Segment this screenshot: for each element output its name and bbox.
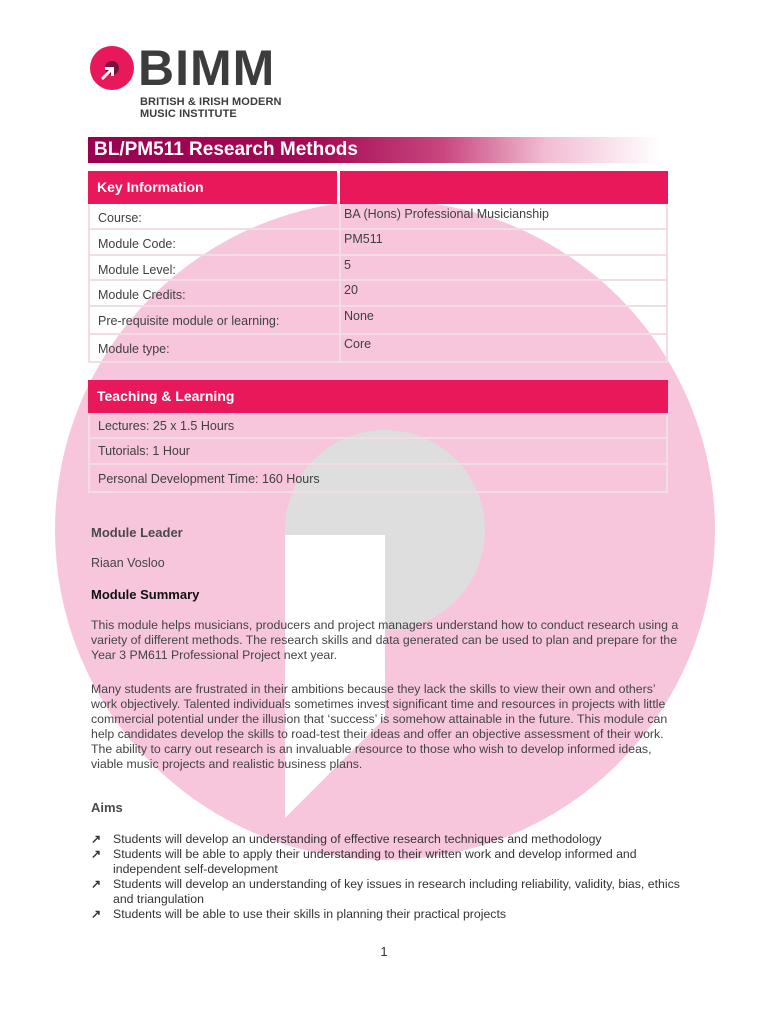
list-item [91,847,681,877]
row-value: None [344,309,374,323]
teaching-learning-heading: Teaching & Learning [88,380,668,413]
table-row: Tutorials: 1 Hour [88,439,668,465]
list-item [91,832,681,847]
module-leader-name: Riaan Vosloo [91,556,165,570]
bimm-logo-mark-icon [88,44,136,92]
aims-list [91,832,681,922]
aim-text: Students will develop an understanding of effective research techniques and methodology [113,832,602,846]
row-label: Course: [90,204,341,228]
arrow-up-right-icon: ↗ [91,832,102,846]
row-label: Pre-requisite module or learning: [90,307,341,333]
key-information-header [88,171,668,204]
row-label: Module Credits: [90,281,341,305]
module-summary-paragraph-1: This module helps musicians, producers and project managers understand how to conduct research using a variety of different methods. The research skills and data generated can be used to plan and prepare for the Year 3 PM611 Professional Project next year. [91,618,679,662]
module-summary-heading: Module Summary [91,587,200,602]
table-row [88,335,668,363]
arrow-up-right-icon: ↗ [91,847,102,861]
key-information-heading: Key Information [88,171,337,204]
teaching-learning-table [88,380,668,493]
arrow-up-right-icon: ↗ [91,877,102,891]
row-value: BA (Hons) Professional Musicianship [344,207,549,221]
logo-subtitle-line-1: BRITISH & IRISH MODERN [140,96,282,108]
teaching-learning-header [88,380,668,413]
aim-text: Students will develop an understanding of key issues in research including reliability, validity, bias, ethics and triangulation [113,877,680,906]
logo-wordmark: BIMM [138,40,276,96]
row-label: Module Code: [90,230,341,254]
page-title: BL/PM511 Research Methods [94,139,358,160]
aim-text: Students will be able to apply their understanding to their written work and develop informed and independent self-development [113,847,637,876]
row-label: Module type: [90,335,341,361]
row-value: Core [344,337,372,351]
page-number: 1 [380,944,388,959]
logo-subtitle-line-2: MUSIC INSTITUTE [140,108,237,120]
aims-heading: Aims [91,800,123,815]
list-item [91,877,681,907]
arrow-up-right-icon: ↗ [91,907,102,921]
title-banner [88,137,660,163]
table-row [88,230,668,256]
table-row [88,281,668,307]
row-value: PM511 [344,232,383,246]
table-row [88,204,668,230]
list-item [91,907,681,922]
module-leader-heading: Module Leader [91,525,183,540]
table-row [88,256,668,281]
logo-subtitle [140,96,282,120]
module-summary-paragraph-2: Many students are frustrated in their ambitions because they lack the skills to view their own and others’ work objectively. Talented individuals sometimes invest significant time and resources in projects with little commercial potential under the illusion that ‘success’ is somehow attainable in the future. This module can help candidates develop the skills to road-test their ideas and offer an objective assessment of their work. The ability to carry out research is an invaluable resource to those who wish to develop informed ideas, viable music projects and realistic business plans. [91,682,668,771]
row-value: 20 [344,283,358,297]
row-label: Module Level: [90,256,341,279]
row-value: 5 [344,258,351,272]
key-information-table [88,171,668,363]
table-row: Lectures: 25 x 1.5 Hours [88,413,668,439]
table-row [88,307,668,335]
key-information-header-blank [340,171,668,204]
table-row: Personal Development Time: 160 Hours [88,465,668,493]
aim-text: Students will be able to use their skills in planning their practical projects [113,907,507,921]
bimm-logo [88,40,308,124]
